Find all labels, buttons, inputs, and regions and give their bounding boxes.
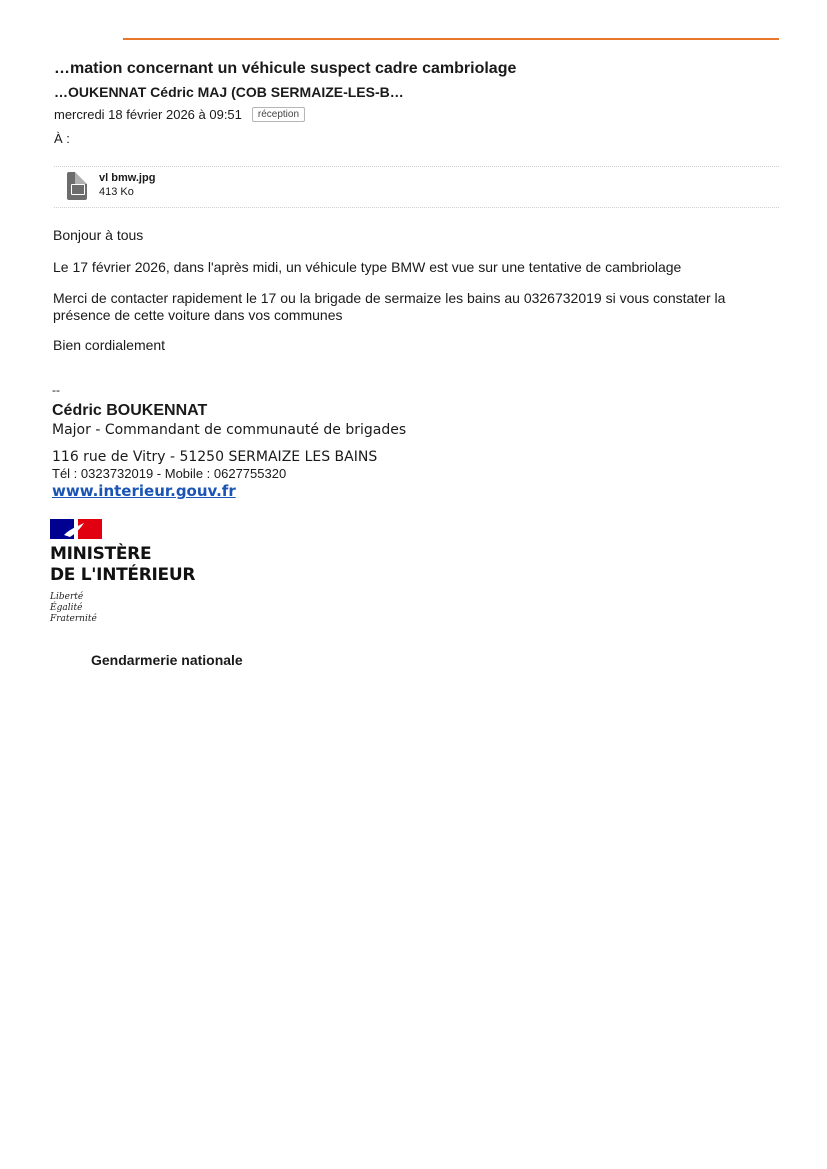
divider: [54, 207, 779, 208]
email-sender[interactable]: …OUKENNAT Cédric MAJ (COB SERMAIZE-LES-B…: [54, 84, 404, 100]
signature-name: Cédric BOUKENNAT: [52, 402, 208, 419]
closing: Bien cordialement: [53, 337, 166, 353]
attachment[interactable]: [67, 172, 155, 200]
logo-line-2: DE L'INTÉRIEUR: [50, 565, 196, 585]
motto-fraternite: Fraternité: [50, 614, 97, 624]
image-file-icon[interactable]: [67, 172, 87, 200]
divider: [54, 166, 779, 167]
organization-name: Gendarmerie nationale: [91, 652, 243, 668]
email-subject: …mation concernant un véhicule suspect cadre cambriolage: [54, 60, 517, 77]
attachment-size: 413 Ko: [99, 186, 134, 198]
email-meta: [54, 107, 305, 122]
signature-phones: Tél : 0323732019 - Mobile : 0627755320: [52, 466, 287, 481]
motto-liberte: Liberté: [50, 592, 84, 602]
ministry-logo: [50, 519, 195, 625]
recipients-label: À :: [54, 131, 70, 146]
signature-website-link[interactable]: www.interieur.gouv.fr: [52, 482, 236, 500]
attachment-name[interactable]: vl bmw.jpg: [99, 172, 156, 184]
signature-address: 116 rue de Vitry - 51250 SERMAIZE LES BAINS: [52, 449, 378, 465]
motto-egalite: Égalité: [50, 603, 83, 613]
signature-separator: --: [52, 383, 60, 397]
folder-badge[interactable]: réception: [252, 107, 305, 122]
body-paragraph-2: Merci de contacter rapidement le 17 ou la brigade de sermaize les bains au 0326732019 si vous constater la présence de cette voiture dans vos communes: [53, 290, 726, 323]
header-rule: [123, 38, 779, 40]
logo-line-1: MINISTÈRE: [50, 544, 152, 564]
marianne-flag-icon: [50, 519, 102, 539]
email-date: mercredi 18 février 2026 à 09:51: [54, 107, 242, 122]
body-paragraph-1: Le 17 février 2026, dans l'après midi, un véhicule type BMW est vue sur une tentative de cambriolage: [53, 259, 682, 275]
greeting: Bonjour à tous: [53, 227, 144, 243]
signature-role: Major - Commandant de communauté de brigades: [52, 422, 407, 438]
